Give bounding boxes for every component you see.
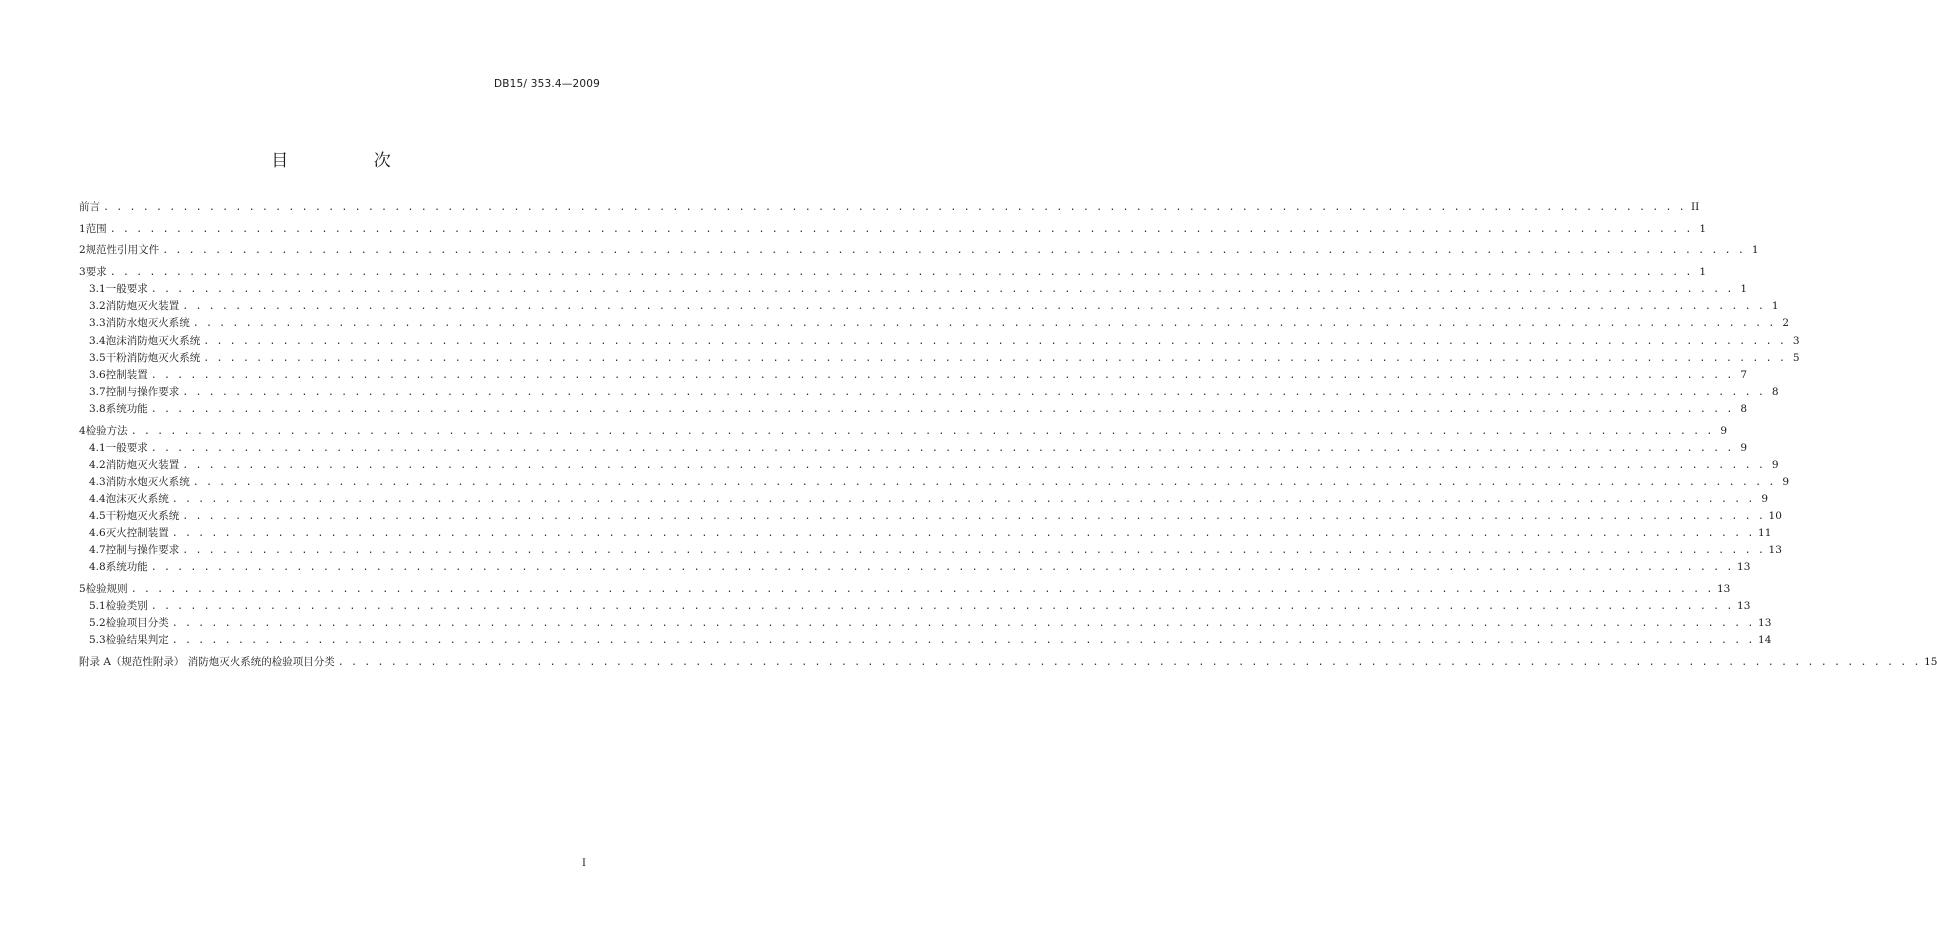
toc-entry[interactable] bbox=[79, 440, 1748, 457]
toc-leader-dots: . . . . . . . . . . . . . . . . . . . . . . . . . . . . . . . . . . . . . . . . . . . . . . . . . . . . . . . . . . . . . . . . . . . . . . . . . . . . . . . . . . . . . . . . . . . . . . . . . . . . . . . . . . . . . . . . . . . . . . . . bbox=[150, 369, 1734, 381]
toc-entry-number: 3.1 bbox=[89, 283, 106, 296]
toc-entry-number: 5.1 bbox=[89, 600, 106, 613]
toc-entry-number: 5.2 bbox=[89, 617, 106, 630]
toc-entry-number: 2 bbox=[79, 244, 86, 257]
toc-entry[interactable] bbox=[79, 281, 1748, 298]
toc-entry-title: 灭火控制装置 bbox=[105, 527, 169, 540]
toc-entry-page: 9 bbox=[1771, 458, 1779, 471]
standard-code: DB15/ 353.4—2009 bbox=[493, 78, 600, 90]
toc-entry-title: 附录 A（规范性附录） 消防炮灭火系统的检验项目分类 bbox=[79, 656, 335, 668]
toc-entry-number: 3.6 bbox=[89, 368, 106, 381]
toc-entry-title: 规范性引用文件 bbox=[85, 244, 160, 257]
toc-entry[interactable] bbox=[79, 332, 1800, 349]
toc-entry-number: 3.5 bbox=[89, 351, 106, 364]
toc-entry-page: 9 bbox=[1761, 492, 1769, 505]
toc-leader-dots: . . . . . . . . . . . . . . . . . . . . . . . . . . . . . . . . . . . . . . . . . . . . . . . . . . . . . . . . . . . . . . . . . . . . . . . . . . . . . . . . . . . . . . . . . . . . . . . . . . . . . . . . . . . . . . . . . . . . . . . . bbox=[182, 386, 1765, 398]
toc-entry-page: 10 bbox=[1768, 510, 1782, 523]
toc-entry[interactable] bbox=[79, 654, 1937, 671]
toc-leader-dots: . . . . . . . . . . . . . . . . . . . . . . . . . . . . . . . . . . . . . . . . . . . . . . . . . . . . . . . . . . . . . . . . . . . . . . . . . . . . . . . . . . . . . . . . . . . . . . . . . . . . . . . . . . . . . . . . . . . . . . . . bbox=[337, 657, 1921, 668]
toc-entry-page: 7 bbox=[1740, 368, 1748, 381]
toc-entry-title: 泡沫灭火系统 bbox=[105, 492, 169, 505]
toc-entry-page: 13 bbox=[1758, 617, 1772, 630]
toc-entry-title: 系统功能 bbox=[105, 561, 148, 574]
toc-leader-dots: . . . . . . . . . . . . . . . . . . . . . . . . . . . . . . . . . . . . . . . . . . . . . . . . . . . . . . . . . . . . . . . . . . . . . . . . . . . . . . . . . . . . . . . . . . . . . . . . . . . . . . . . . . . . . . . . . . . . . . . . bbox=[150, 442, 1734, 454]
toc-entry-number: 5.3 bbox=[89, 634, 106, 647]
toc-entry-title: 检验方法 bbox=[85, 424, 128, 437]
toc-entry[interactable] bbox=[79, 199, 1700, 216]
toc-entry-page: 9 bbox=[1782, 475, 1790, 488]
toc-entry[interactable] bbox=[79, 525, 1772, 542]
toc-leader-dots: . . . . . . . . . . . . . . . . . . . . . . . . . . . . . . . . . . . . . . . . . . . . . . . . . . . . . . . . . . . . . . . . . . . . . . . . . . . . . . . . . . . . . . . . . . . . . . . . . . . . . . . . . . . . . . . . . . . . . . . . bbox=[130, 584, 1713, 596]
toc-entry-number: 4.7 bbox=[89, 544, 106, 557]
page-title: 目 次 bbox=[271, 151, 431, 171]
toc-entry[interactable] bbox=[79, 315, 1790, 332]
toc-entry-page: 9 bbox=[1740, 441, 1748, 454]
footer-page-number: I bbox=[582, 858, 586, 869]
toc-entry-title: 检验规则 bbox=[85, 583, 128, 596]
toc-entry-number: 3.2 bbox=[89, 300, 106, 313]
toc-entry-title: 范围 bbox=[85, 222, 107, 235]
toc-entry-title: 系统功能 bbox=[105, 402, 148, 415]
toc-entry-title: 检验项目分类 bbox=[105, 617, 169, 630]
toc-entry-number: 4.3 bbox=[89, 475, 106, 488]
toc-entry-page: II bbox=[1691, 201, 1700, 214]
toc-entry-title: 前言 bbox=[79, 201, 100, 214]
toc-leader-dots: . . . . . . . . . . . . . . . . . . . . . . . . . . . . . . . . . . . . . . . . . . . . . . . . . . . . . . . . . . . . . . . . . . . . . . . . . . . . . . . . . . . . . . . . . . . . . . . . . . . . . . . . . . . . . . . . . . . . . . . . bbox=[203, 335, 1786, 347]
toc-entry[interactable] bbox=[79, 508, 1782, 525]
toc-entry-page: 13 bbox=[1768, 544, 1782, 557]
toc-leader-dots: . . . . . . . . . . . . . . . . . . . . . . . . . . . . . . . . . . . . . . . . . . . . . . . . . . . . . . . . . . . . . . . . . . . . . . . . . . . . . . . . . . . . . . . . . . . . . . . . . . . . . . . . . . . . . . . . . . . . . . . . bbox=[182, 545, 1765, 557]
toc-entry[interactable] bbox=[79, 264, 1706, 281]
toc-leader-dots: . . . . . . . . . . . . . . . . . . . . . . . . . . . . . . . . . . . . . . . . . . . . . . . . . . . . . . . . . . . . . . . . . . . . . . . . . . . . . . . . . . . . . . . . . . . . . . . . . . . . . . . . . . . . . . . . . . . . . . . . bbox=[192, 476, 1776, 488]
toc-entry-page: 3 bbox=[1792, 334, 1800, 347]
toc-entry-number: 3.8 bbox=[89, 402, 106, 415]
toc-entry-title: 消防炮灭火装置 bbox=[105, 458, 180, 471]
toc-entry[interactable] bbox=[79, 384, 1779, 401]
toc-leader-dots: . . . . . . . . . . . . . . . . . . . . . . . . . . . . . . . . . . . . . . . . . . . . . . . . . . . . . . . . . . . . . . . . . . . . . . . . . . . . . . . . . . . . . . . . . . . . . . . . . . . . . . . . . . . . . . . . . . . . . . . . bbox=[171, 618, 1755, 630]
toc-leader-dots: . . . . . . . . . . . . . . . . . . . . . . . . . . . . . . . . . . . . . . . . . . . . . . . . . . . . . . . . . . . . . . . . . . . . . . . . . . . . . . . . . . . . . . . . . . . . . . . . . . . . . . . . . . . . . . . . . . . . . . . . bbox=[192, 318, 1776, 330]
toc-entry-title: 检验类别 bbox=[105, 600, 148, 613]
toc-leader-dots: . . . . . . . . . . . . . . . . . . . . . . . . . . . . . . . . . . . . . . . . . . . . . . . . . . . . . . . . . . . . . . . . . . . . . . . . . . . . . . . . . . . . . . . . . . . . . . . . . . . . . . . . . . . . . . . . . . . . . . . . bbox=[171, 528, 1755, 540]
toc-entry[interactable] bbox=[79, 474, 1790, 491]
toc-entry-page: 5 bbox=[1792, 351, 1800, 364]
toc-entry-title: 泡沫消防炮灭火系统 bbox=[105, 334, 201, 347]
toc-leader-dots: . . . . . . . . . . . . . . . . . . . . . . . . . . . . . . . . . . . . . . . . . . . . . . . . . . . . . . . . . . . . . . . . . . . . . . . . . . . . . . . . . . . . . . . . . . . . . . . . . . . . . . . . . . . . . . . . . . . . . . . . bbox=[182, 511, 1765, 523]
toc-leader-dots: . . . . . . . . . . . . . . . . . . . . . . . . . . . . . . . . . . . . . . . . . . . . . . . . . . . . . . . . . . . . . . . . . . . . . . . . . . . . . . . . . . . . . . . . . . . . . . . . . . . . . . . . . . . . . . . . . . . . . . . . bbox=[150, 284, 1734, 296]
toc-entry-title: 消防水炮灭火系统 bbox=[105, 317, 190, 330]
toc-entry-title: 一般要求 bbox=[105, 283, 148, 296]
toc-entry-title: 消防水炮灭火系统 bbox=[105, 475, 190, 488]
toc-entry-page: 1 bbox=[1699, 222, 1706, 235]
toc-leader-dots: . . . . . . . . . . . . . . . . . . . . . . . . . . . . . . . . . . . . . . . . . . . . . . . . . . . . . . . . . . . . . . . . . . . . . . . . . . . . . . . . . . . . . . . . . . . . . . . . . . . . . . . . . . . . . . . . . . . . . . . . bbox=[130, 425, 1713, 437]
toc-entry-page: 13 bbox=[1737, 600, 1751, 613]
toc-leader-dots: . . . . . . . . . . . . . . . . . . . . . . . . . . . . . . . . . . . . . . . . . . . . . . . . . . . . . . . . . . . . . . . . . . . . . . . . . . . . . . . . . . . . . . . . . . . . . . . . . . . . . . . . . . . . . . . . . . . . . . . . bbox=[182, 301, 1765, 313]
toc-entry[interactable] bbox=[79, 401, 1748, 418]
toc-entry-page: 15 bbox=[1924, 656, 1937, 668]
toc-entry-page: 8 bbox=[1771, 385, 1779, 398]
toc-entry-title: 要求 bbox=[85, 266, 107, 279]
toc-leader-dots: . . . . . . . . . . . . . . . . . . . . . . . . . . . . . . . . . . . . . . . . . . . . . . . . . . . . . . . . . . . . . . . . . . . . . . . . . . . . . . . . . . . . . . . . . . . . . . . . . . . . . . . . . . . . . . . . . . . . . . . . bbox=[150, 562, 1734, 574]
toc-entry-title: 控制与操作要求 bbox=[105, 385, 180, 398]
toc-entry-number: 4.8 bbox=[89, 561, 106, 574]
toc-leader-dots: . . . . . . . . . . . . . . . . . . . . . . . . . . . . . . . . . . . . . . . . . . . . . . . . . . . . . . . . . . . . . . . . . . . . . . . . . . . . . . . . . . . . . . . . . . . . . . . . . . . . . . . . . . . . . . . . . . . . . . . . bbox=[203, 352, 1786, 364]
toc-entry[interactable] bbox=[79, 242, 1759, 259]
toc-entry-number: 3.4 bbox=[89, 334, 106, 347]
toc-leader-dots: . . . . . . . . . . . . . . . . . . . . . . . . . . . . . . . . . . . . . . . . . . . . . . . . . . . . . . . . . . . . . . . . . . . . . . . . . . . . . . . . . . . . . . . . . . . . . . . . . . . . . . . . . . . . . . . . . . . . . . . . bbox=[150, 403, 1734, 415]
toc-entry-title: 检验结果判定 bbox=[105, 634, 169, 647]
toc-leader-dots: . . . . . . . . . . . . . . . . . . . . . . . . . . . . . . . . . . . . . . . . . . . . . . . . . . . . . . . . . . . . . . . . . . . . . . . . . . . . . . . . . . . . . . . . . . . . . . . . . . . . . . . . . . . . . . . . . . . . . . . . bbox=[171, 493, 1755, 505]
toc-entry-number: 3.3 bbox=[89, 317, 106, 330]
toc-entry-page: 9 bbox=[1720, 424, 1727, 437]
toc-entry-title: 干粉消防炮灭火系统 bbox=[105, 351, 201, 364]
toc-entry-number: 3.7 bbox=[89, 385, 106, 398]
toc-leader-dots: . . . . . . . . . . . . . . . . . . . . . . . . . . . . . . . . . . . . . . . . . . . . . . . . . . . . . . . . . . . . . . . . . . . . . . . . . . . . . . . . . . . . . . . . . . . . . . . . . . . . . . . . . . . . . . . . . . . . . . . . bbox=[182, 459, 1765, 471]
toc-entry-title: 控制装置 bbox=[105, 368, 148, 381]
toc-entry-page: 8 bbox=[1740, 402, 1748, 415]
toc-entry-page: 1 bbox=[1740, 283, 1748, 296]
toc-entry-number: 4.5 bbox=[89, 510, 106, 523]
toc-entry-number: 3 bbox=[79, 266, 86, 279]
toc-entry[interactable] bbox=[79, 221, 1706, 238]
toc-entry[interactable] bbox=[79, 457, 1779, 474]
toc-entry-number: 4.6 bbox=[89, 527, 106, 540]
toc-entry-page: 13 bbox=[1717, 583, 1731, 596]
toc-leader-dots: . . . . . . . . . . . . . . . . . . . . . . . . . . . . . . . . . . . . . . . . . . . . . . . . . . . . . . . . . . . . . . . . . . . . . . . . . . . . . . . . . . . . . . . . . . . . . . . . . . . . . . . . . . . . . . . . . . . . . . . . bbox=[150, 601, 1734, 613]
toc-entry-number: 4.2 bbox=[89, 458, 106, 471]
toc-entry-page: 13 bbox=[1737, 561, 1751, 574]
toc-entry-page: 14 bbox=[1758, 634, 1772, 647]
toc-entry-page: 1 bbox=[1771, 300, 1779, 313]
toc-entry[interactable] bbox=[79, 581, 1731, 598]
toc-entry[interactable] bbox=[79, 350, 1800, 367]
toc-entry-page: 2 bbox=[1782, 317, 1790, 330]
toc-entry-page: 1 bbox=[1699, 266, 1706, 279]
table-of-contents bbox=[79, 199, 1937, 671]
toc-leader-dots: . . . . . . . . . . . . . . . . . . . . . . . . . . . . . . . . . . . . . . . . . . . . . . . . . . . . . . . . . . . . . . . . . . . . . . . . . . . . . . . . . . . . . . . . . . . . . . . . . . . . . . . . . . . . . . . . . . . . . . . . bbox=[109, 267, 1692, 279]
toc-leader-dots: . . . . . . . . . . . . . . . . . . . . . . . . . . . . . . . . . . . . . . . . . . . . . . . . . . . . . . . . . . . . . . . . . . . . . . . . . . . . . . . . . . . . . . . . . . . . . . . . . . . . . . . . . . . . . . . . . . . . . . . . bbox=[171, 635, 1755, 647]
toc-entry-title: 消防炮灭火装置 bbox=[105, 300, 180, 313]
toc-entry[interactable] bbox=[79, 615, 1772, 632]
toc-leader-dots: . . . . . . . . . . . . . . . . . . . . . . . . . . . . . . . . . . . . . . . . . . . . . . . . . . . . . . . . . . . . . . . . . . . . . . . . . . . . . . . . . . . . . . . . . . . . . . . . . . . . . . . . . . . . . . . . . . . . . . . . bbox=[109, 223, 1692, 235]
toc-entry-number: 4.4 bbox=[89, 492, 106, 505]
toc-entry[interactable] bbox=[79, 632, 1772, 649]
toc-entry-number: 4 bbox=[79, 424, 86, 437]
toc-entry-page: 11 bbox=[1758, 527, 1772, 540]
toc-leader-dots: . . . . . . . . . . . . . . . . . . . . . . . . . . . . . . . . . . . . . . . . . . . . . . . . . . . . . . . . . . . . . . . . . . . . . . . . . . . . . . . . . . . . . . . . . . . . . . . . . . . . . . . . . . . . . . . . . . . . . . . . bbox=[162, 245, 1745, 257]
toc-entry[interactable] bbox=[79, 367, 1748, 384]
toc-entry-number: 4.1 bbox=[89, 441, 106, 454]
toc-entry[interactable] bbox=[79, 423, 1727, 440]
toc-entry-title: 控制与操作要求 bbox=[105, 544, 180, 557]
toc-leader-dots: . . . . . . . . . . . . . . . . . . . . . . . . . . . . . . . . . . . . . . . . . . . . . . . . . . . . . . . . . . . . . . . . . . . . . . . . . . . . . . . . . . . . . . . . . . . . . . . . . . . . . . . . . . . . . . . . . . . . . . . . bbox=[103, 202, 1686, 214]
toc-entry[interactable] bbox=[79, 598, 1751, 615]
toc-entry[interactable] bbox=[79, 559, 1751, 576]
toc-entry[interactable] bbox=[79, 542, 1782, 559]
toc-entry[interactable] bbox=[79, 298, 1779, 315]
toc-entry[interactable] bbox=[79, 491, 1769, 508]
toc-entry-title: 一般要求 bbox=[105, 441, 148, 454]
toc-entry-page: 1 bbox=[1751, 244, 1759, 257]
toc-entry-number: 1 bbox=[79, 222, 86, 235]
toc-entry-number: 5 bbox=[79, 583, 86, 596]
toc-entry-title: 干粉炮灭火系统 bbox=[105, 510, 180, 523]
